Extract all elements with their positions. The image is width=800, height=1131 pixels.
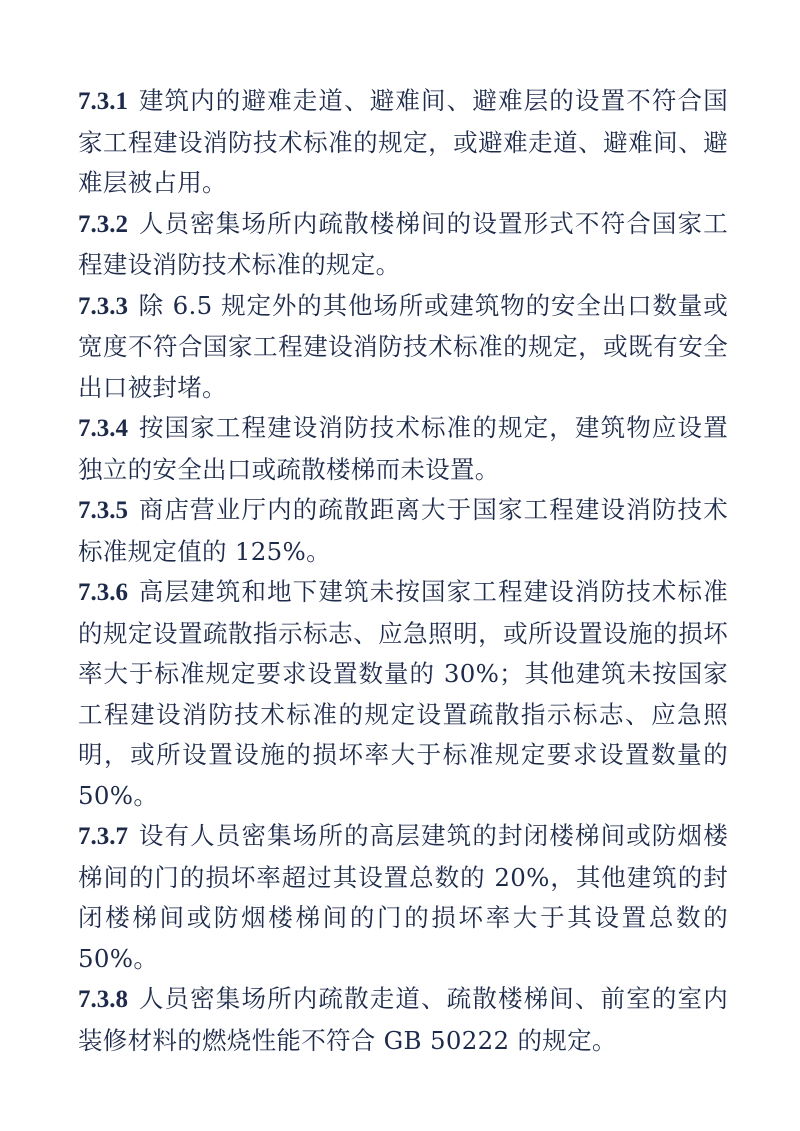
clause-7-3-5	[78, 490, 728, 572]
clause-text: 除 6.5 规定外的其他场所或建筑物的安全出口数量或宽度不符合国家工程建设消防技术标准的规定，或既有安全出口被封堵。	[78, 290, 728, 402]
clause-number: 7.3.2	[78, 210, 128, 238]
document-page	[78, 81, 728, 1061]
clause-text: 高层建筑和地下建筑未按国家工程建设消防技术标准的规定设置疏散指示标志、应急照明，或所设置设施的损坏率大于标准规定要求设置数量的 30%；其他建筑未按国家工程建设消防技术标准的规定设置疏散指示标志、应急照明，或所设置设施的损坏率大于标准规定要求设置数量的 50%。	[78, 577, 728, 810]
clause-text: 人员密集场所内疏散楼梯间的设置形式不符合国家工程建设消防技术标准的规定。	[78, 208, 728, 279]
clause-7-3-1	[78, 81, 728, 204]
clause-number: 7.3.7	[78, 823, 128, 850]
clause-7-3-7	[78, 816, 728, 979]
clause-number: 7.3.3	[78, 292, 128, 320]
clause-7-3-4	[78, 408, 728, 490]
clause-number: 7.3.6	[78, 579, 128, 606]
clause-text: 商店营业厅内的疏散距离大于国家工程建设消防技术标准规定值的 125%。	[78, 495, 728, 566]
clause-7-3-8	[78, 979, 728, 1061]
clause-7-3-3	[78, 286, 728, 409]
clause-text: 建筑内的避难走道、避难间、避难层的设置不符合国家工程建设消防技术标准的规定，或避难走道、避难间、避难层被占用。	[78, 86, 728, 197]
clause-number: 7.3.1	[78, 88, 128, 115]
clause-text: 按国家工程建设消防技术标准的规定，建筑物应设置独立的安全出口或疏散楼梯而未设置。	[78, 413, 728, 484]
clause-number: 7.3.8	[78, 986, 128, 1013]
clause-7-3-2	[78, 204, 728, 286]
clause-number: 7.3.4	[78, 415, 128, 442]
clause-text: 设有人员密集场所的高层建筑的封闭楼梯间或防烟楼梯间的门的损坏率超过其设置总数的 20%，其他建筑的封闭楼梯间或防烟楼梯间的门的损坏率大于其设置总数的 50%。	[78, 821, 728, 973]
clause-number: 7.3.5	[78, 497, 128, 524]
clause-7-3-6	[78, 572, 728, 816]
clause-text: 人员密集场所内疏散走道、疏散楼梯间、前室的室内装修材料的燃烧性能不符合 GB 50222 的规定。	[78, 984, 728, 1055]
